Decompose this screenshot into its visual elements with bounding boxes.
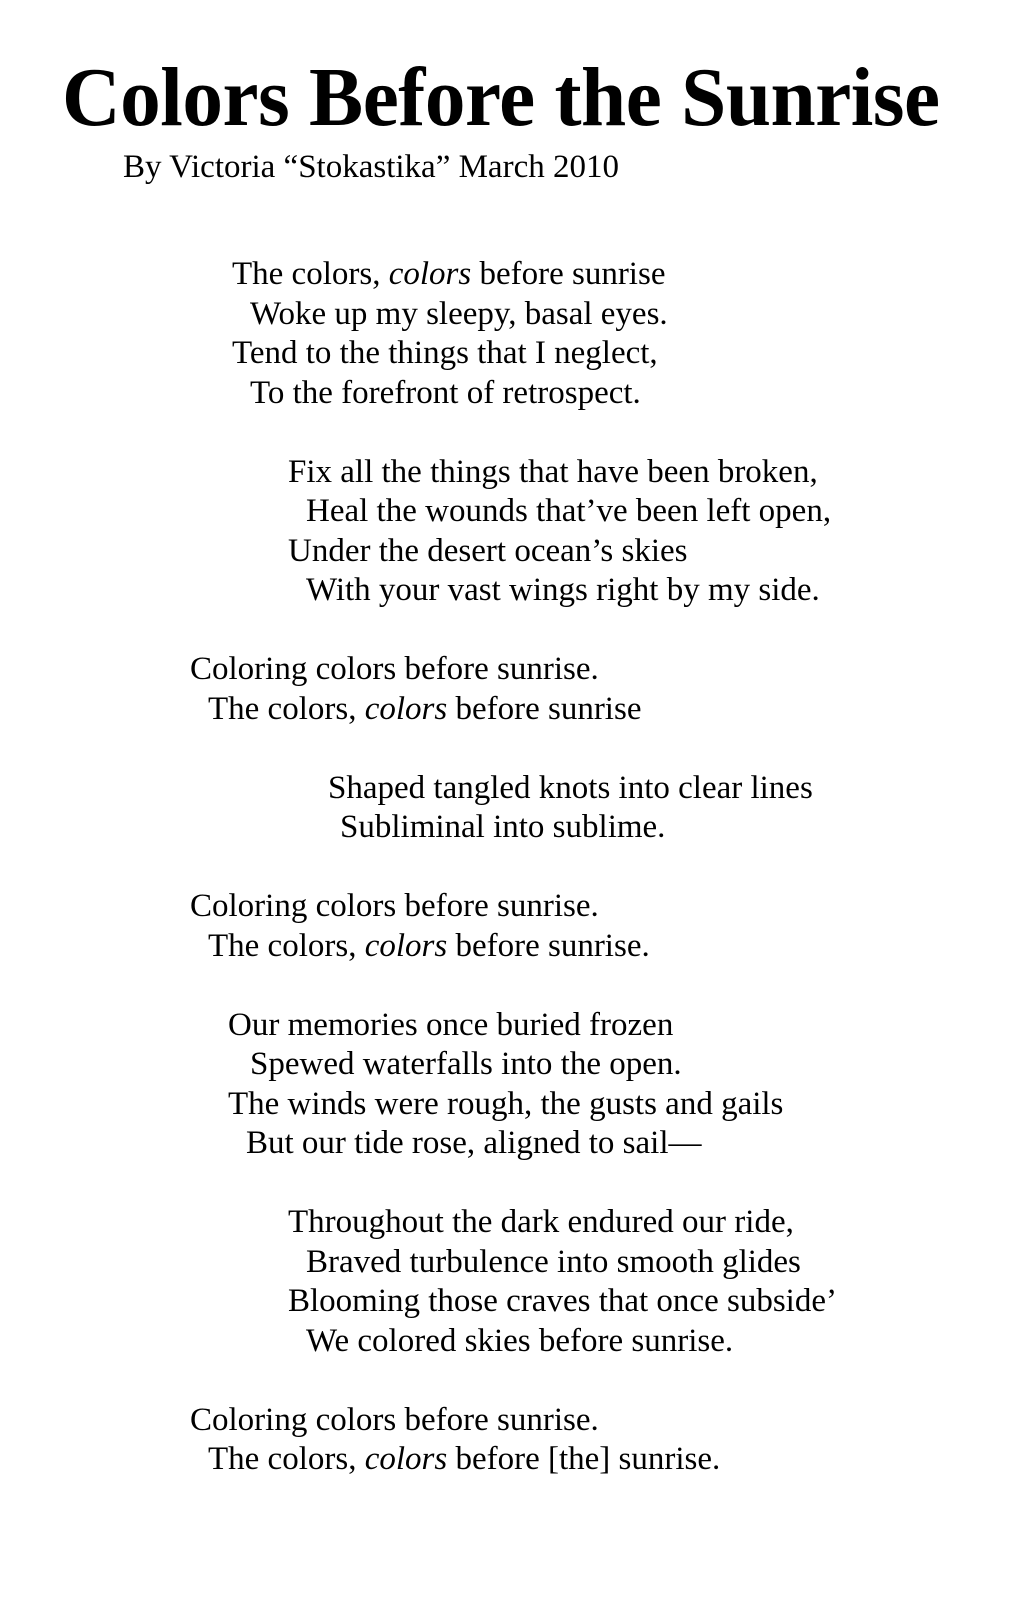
poem-line: To the forefront of retrospect. bbox=[250, 374, 641, 411]
stanza-gap bbox=[0, 611, 1013, 651]
poem-line: Coloring colors before sunrise. bbox=[190, 888, 599, 924]
poem-line: With your vast wings right by my side. bbox=[306, 572, 820, 608]
poem-line: The colors, colors before sunrise bbox=[208, 690, 642, 727]
poem-line: Coloring colors before sunrise. bbox=[190, 651, 599, 687]
stanza-gap bbox=[0, 848, 1013, 888]
stanza-gap bbox=[0, 729, 1013, 769]
poem-line: Under the desert ocean’s skies bbox=[288, 532, 688, 569]
poem-line: The colors, colors before sunrise. bbox=[208, 927, 650, 964]
poem-line: We colored skies before sunrise. bbox=[306, 1322, 734, 1359]
stanza-gap bbox=[0, 413, 1013, 453]
stanza bbox=[0, 1006, 1013, 1164]
poem-line: Fix all the things that have been broken, bbox=[288, 453, 818, 490]
stanza bbox=[0, 887, 1013, 966]
poem-line: Woke up my sleepy, basal eyes. bbox=[250, 295, 668, 332]
poem-body bbox=[0, 255, 1013, 1480]
stanza bbox=[0, 1203, 1013, 1361]
page-title: Colors Before the Sunrise bbox=[62, 51, 940, 144]
poem-line: Subliminal into sublime. bbox=[340, 809, 666, 845]
poem-line: The winds were rough, the gusts and gails bbox=[228, 1085, 784, 1122]
poem-line: The colors, colors before sunrise bbox=[232, 256, 666, 292]
poem-line: Blooming those craves that once subside’ bbox=[288, 1283, 837, 1319]
stanza bbox=[0, 769, 1013, 848]
poem-byline: By Victoria “Stokastika” March 2010 bbox=[123, 149, 619, 185]
poem-line: Tend to the things that I neglect, bbox=[232, 335, 658, 371]
stanza-gap bbox=[0, 1164, 1013, 1204]
poem-line: Throughout the dark endured our ride, bbox=[288, 1204, 794, 1240]
stanza bbox=[0, 255, 1013, 413]
poem-line: Spewed waterfalls into the open. bbox=[250, 1046, 682, 1082]
poem-line: But our tide rose, aligned to sail— bbox=[246, 1125, 702, 1161]
poem-line: Our memories once buried frozen bbox=[228, 1006, 674, 1043]
poem-line: Shaped tangled knots into clear lines bbox=[328, 769, 813, 806]
stanza bbox=[0, 1401, 1013, 1480]
poem-line: Braved turbulence into smooth glides bbox=[306, 1243, 801, 1280]
stanza bbox=[0, 650, 1013, 729]
stanza-gap bbox=[0, 966, 1013, 1006]
poem-line: The colors, colors before [the] sunrise. bbox=[208, 1441, 721, 1477]
poem-line: Heal the wounds that’ve been left open, bbox=[306, 493, 832, 529]
stanza bbox=[0, 453, 1013, 611]
poem-line: Coloring colors before sunrise. bbox=[190, 1401, 599, 1438]
stanza-gap bbox=[0, 1361, 1013, 1401]
